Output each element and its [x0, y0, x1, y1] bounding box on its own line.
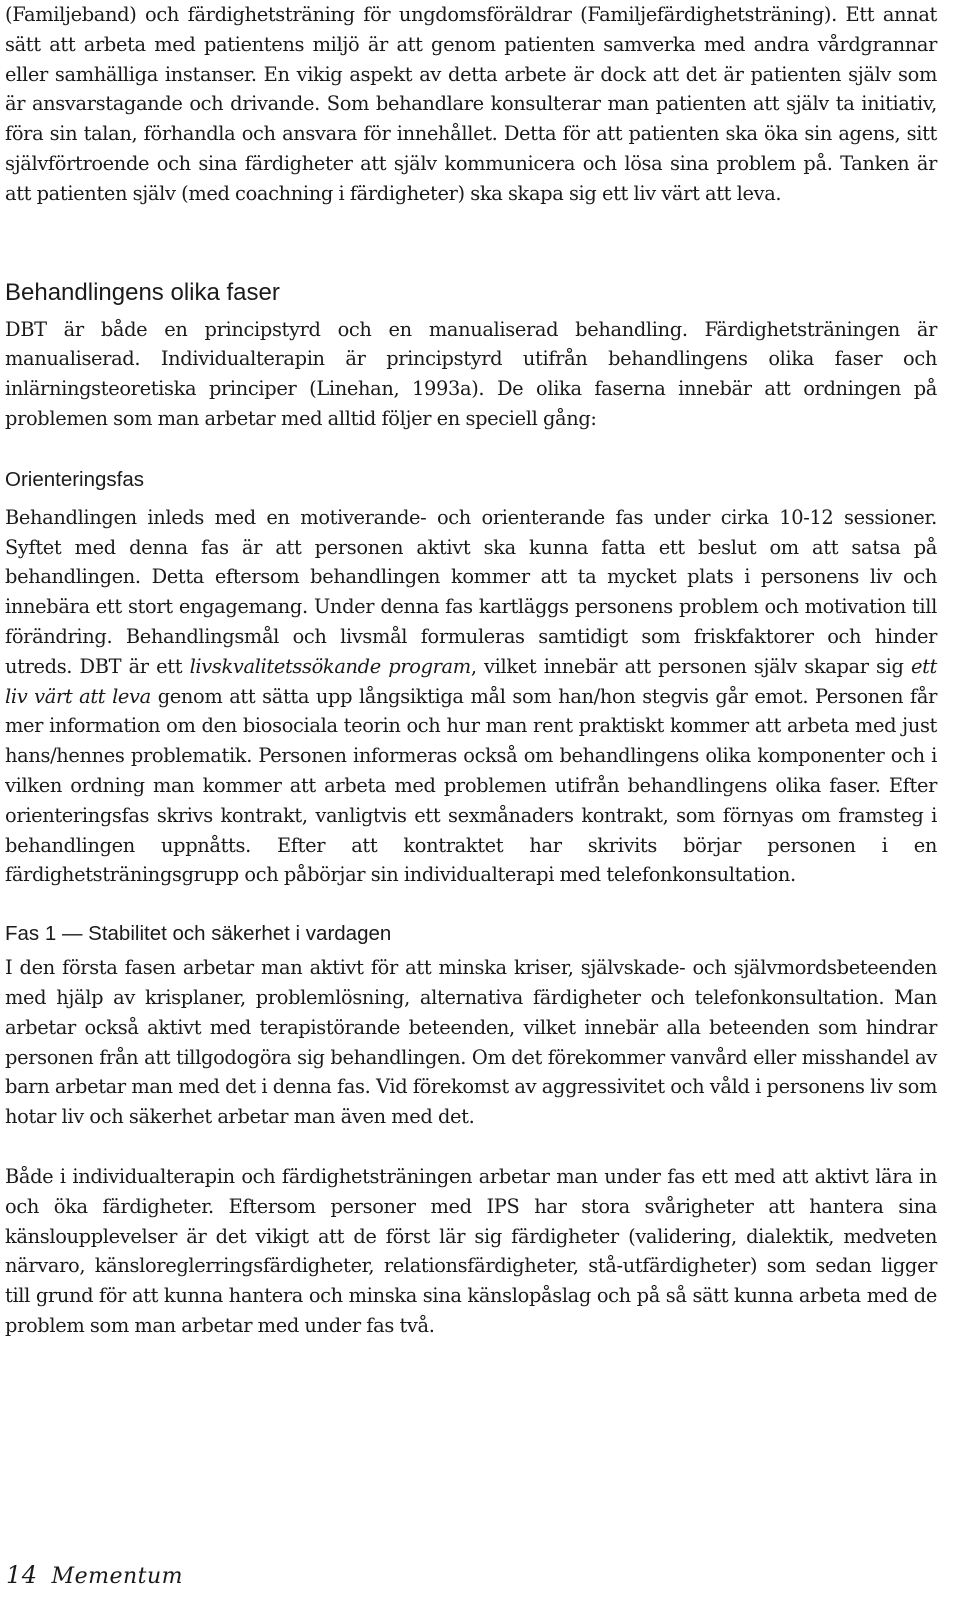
orient-text-1: Behandlingen inleds med en motiverande- och orienterande fas under cirka 10-12 sessioner. Syftet med denna fas är att personen aktivt ska kunna fatta ett beslut om att satsa på behandlingen. Detta eftersom behandlingen kommer att ta mycket plats i personens liv och innebära ett stort engagemang. Under denna fas kartläggs personens problem och motivation till förändring. Behandlingsmål och livsmål formuleras samtidigt som friskfaktorer och hinder utreds. DBT är ett: [5, 505, 937, 678]
intro-paragraph: (Familjeband) och färdighetsträning för ungdomsföräldrar (Familjefärdighetsträning). Ett annat sätt att arbeta med patientens miljö är att genom patienten samverka med andra vårdgrannar eller samhälliga instanser. En vikig aspekt av detta arbete är dock att det är patienten själv som är ansvarstagande och drivande. Som behandlare konsulterar man patienten att själv ta initiativ, föra sin talan, förhandla och ansvara för innehållet. Detta för att patienten ska öka sin agens, sitt självförtroende och sina färdigheter att själv kommunicera och lösa sina problem på. Tanken är att patienten själv (med coachning i färdigheter) ska skapa sig ett liv värt att leva.: [5, 3, 937, 205]
orienteringsfas-paragraph: [5, 503, 937, 890]
document-page: [5, 0, 937, 1341]
publication-name: Mementum: [51, 1564, 184, 1589]
faser-paragraph: DBT är både en principstyrd och en manualiserad behandling. Färdighetsträningen är manualiserad. Individualterapin är principstyrd utifrån behandlingens olika faser och inlärningsteoretiska principer (Linehan, 1993a). De olika faserna innebär att ordningen på problemen som man arbetar med alltid följer en speciell gång:: [5, 317, 937, 430]
orient-text-3: genom att sätta upp långsiktiga mål som han/hon stegvis går emot. Personen får mer information om den biosociala teorin och hur man rent praktiskt kommer att arbeta med just hans/hennes problematik. Personen informeras också om behandlingens olika komponenter och i vilken ordning man kommer att arbeta med problemen utifrån behandlingens olika faser. Efter orienteringsfas skrivs kontrakt, vanligtvis ett sexmånaders kontrakt, som förnyas om framsteg i behandlingen uppnåtts. Efter att kontraktet har skrivits börjar personen i en färdighetsträningsgrupp och påbörjar sin individualterapi med telefonkonsultation.: [5, 684, 937, 887]
fas1-paragraph: I den första fasen arbetar man aktivt för att minska kriser, självskade- och självmordsbeteenden med hjälp av krisplaner, problemlösning, alternativa färdigheter och telefonkonsultation. Man arbetar också aktivt med terapistörande beteenden, vilket innebär alla beteenden som hindrar personen från att tillgodogöra sig behandlingen. Om det förekommer vanvård eller misshandel av barn arbetar man med det i denna fas. Vid förekomst av aggressivitet och våld i personens liv som hotar liv och säkerhet arbetar man även med det.: [5, 956, 937, 1129]
orient-italic-2: ett liv värt att leva: [5, 654, 937, 708]
section-heading-faser: Behandlingens olika faser: [5, 278, 280, 306]
subheading-orienteringsfas: Orienteringsfas: [5, 467, 145, 491]
page-footer: [6, 1560, 183, 1592]
orient-italic-1: livskvalitetssökande program: [189, 654, 471, 678]
fas1-skills-paragraph: Både i individualterapin och färdighetsträningen arbetar man under fas ett med att aktivt lära in och öka färdigheter. Eftersom personer med IPS har stora svårigheter att hantera sina känsloupplevelser är det vikigt att de först lär sig färdigheter (validering, dialektik, medveten närvaro, känsloreglerringsfärdigheter, relationsfärdigheter, stå-utfärdigheter) som sedan ligger till grund för att kunna hantera och minska sina känslopåslag och på så sätt kunna arbeta med de problem som man arbetar med under fas två.: [5, 1164, 937, 1337]
page-number: 14: [6, 1561, 38, 1589]
subheading-fas1: Fas 1 — Stabilitet och säkerhet i vardagen: [5, 922, 392, 946]
orient-text-2: , vilket innebär att personen själv skapar sig: [470, 654, 911, 678]
